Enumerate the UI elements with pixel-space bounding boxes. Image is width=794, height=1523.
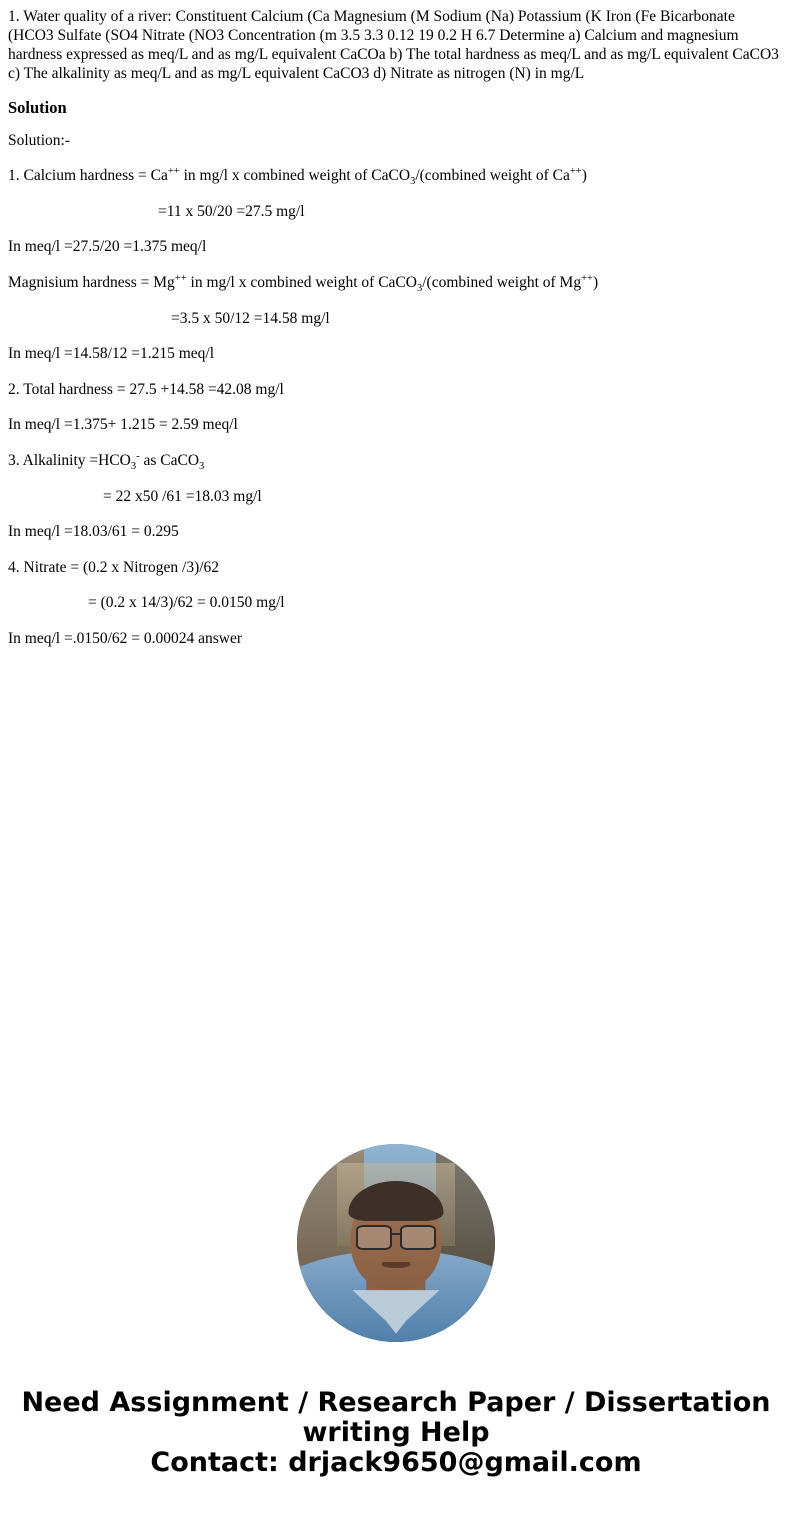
alkalinity-calculation: = 22 x50 /61 =18.03 mg/l [103,487,262,505]
promo-contact-email: Contact: drjack9650@gmail.com [150,1447,642,1478]
magnesium-hardness-text-4: ) [592,274,599,291]
calcium-hardness-formula [8,167,784,186]
magnesium-hardness-text-1: Magnisium hardness = Mg [8,274,175,291]
total-hardness-meq: In meq/l =1.375+ 1.215 = 2.59 meq/l [8,416,238,434]
calcium-charge-sup-1: ++ [167,166,180,178]
avatar-container [8,1144,784,1342]
alkalinity-text-1: 3. Alkalinity =HCO [8,451,131,469]
total-hardness: 2. Total hardness = 27.5 +14.58 =42.08 mg/l [8,380,284,398]
magnesium-hardness-meq: In meq/l =14.58/12 =1.215 meq/l [8,345,215,363]
calcium-hardness-text-1: 1. Calcium hardness = Ca [8,167,168,185]
alkalinity-meq: In meq/l =18.03/61 = 0.295 [8,523,179,541]
avatar-glasses-right-lens [400,1225,436,1251]
promo-line-2: writing Help [302,1416,490,1448]
calcium-hardness-calculation: =11 x 50/20 =27.5 mg/l [158,202,305,220]
nitrate-meq: In meq/l =.0150/62 = 0.00024 answer [8,629,243,647]
calcium-hardness-text-2: in mg/l x combined weight of CaCO [179,167,411,185]
nitrate-calculation: = (0.2 x 14/3)/62 = 0.0150 mg/l [88,594,285,612]
avatar-glasses-bridge [391,1233,401,1235]
avatar-mouth [382,1262,410,1268]
caco3-sub-1: 3 [410,176,416,188]
solution-heading: Solution [8,97,67,117]
magnesium-hardness-text-2: in mg/l x combined weight of CaCO [186,274,417,291]
hco3-charge-sup: - [136,450,140,462]
avatar-glasses-left-lens [356,1225,392,1251]
solution-intro: Solution:- [8,131,71,149]
magnesium-hardness-formula [8,274,784,293]
calcium-hardness-meq: In meq/l =27.5/20 =1.375 meq/l [8,238,207,256]
promo-text [8,1388,784,1479]
question-text: 1. Water quality of a river: Constituent Calcium (Ca Magnesium (M Sodium (Na) Potassium (K Iron (Fe Bicarbonate (HCO3 Sulfate (SO4 Nitrate (NO3 Concentration (m 3.5 3.3 0.12 19 0.2 H 6.7 Determine a) Calcium and magnesium hardness expressed as meq/L and as mg/L equivalent CaCOa b) The total hardness as meq/L and as mg/L equivalent CaCO3 c) The alkalinity as meq/L and as mg/L equivalent CaCO3 d) Nitrate as nitrogen (N) in mg/L [8,8,779,82]
caco3-sub-2: 3 [416,283,423,295]
alkalinity-formula [8,452,784,471]
magnesium-hardness-text-3: /(combined weight of Mg [422,274,582,291]
promo-line-1: Need Assignment / Research Paper / Dissertation [21,1386,771,1418]
calcium-hardness-text-4: ) [581,167,587,185]
nitrate-formula: 4. Nitrate = (0.2 x Nitrogen /3)/62 [8,558,220,576]
avatar [297,1144,495,1342]
calcium-charge-sup-2: ++ [569,166,582,178]
magnesium-charge-sup-2: ++ [581,272,593,284]
alkalinity-text-2: as CaCO [139,451,200,469]
magnesium-hardness-calculation: =3.5 x 50/12 =14.58 mg/l [171,309,330,327]
magnesium-charge-sup-1: ++ [174,272,187,284]
hco3-sub: 3 [130,461,137,473]
calcium-hardness-text-3: /(combined weight of Ca [415,167,570,185]
caco3-sub-3: 3 [199,461,205,473]
